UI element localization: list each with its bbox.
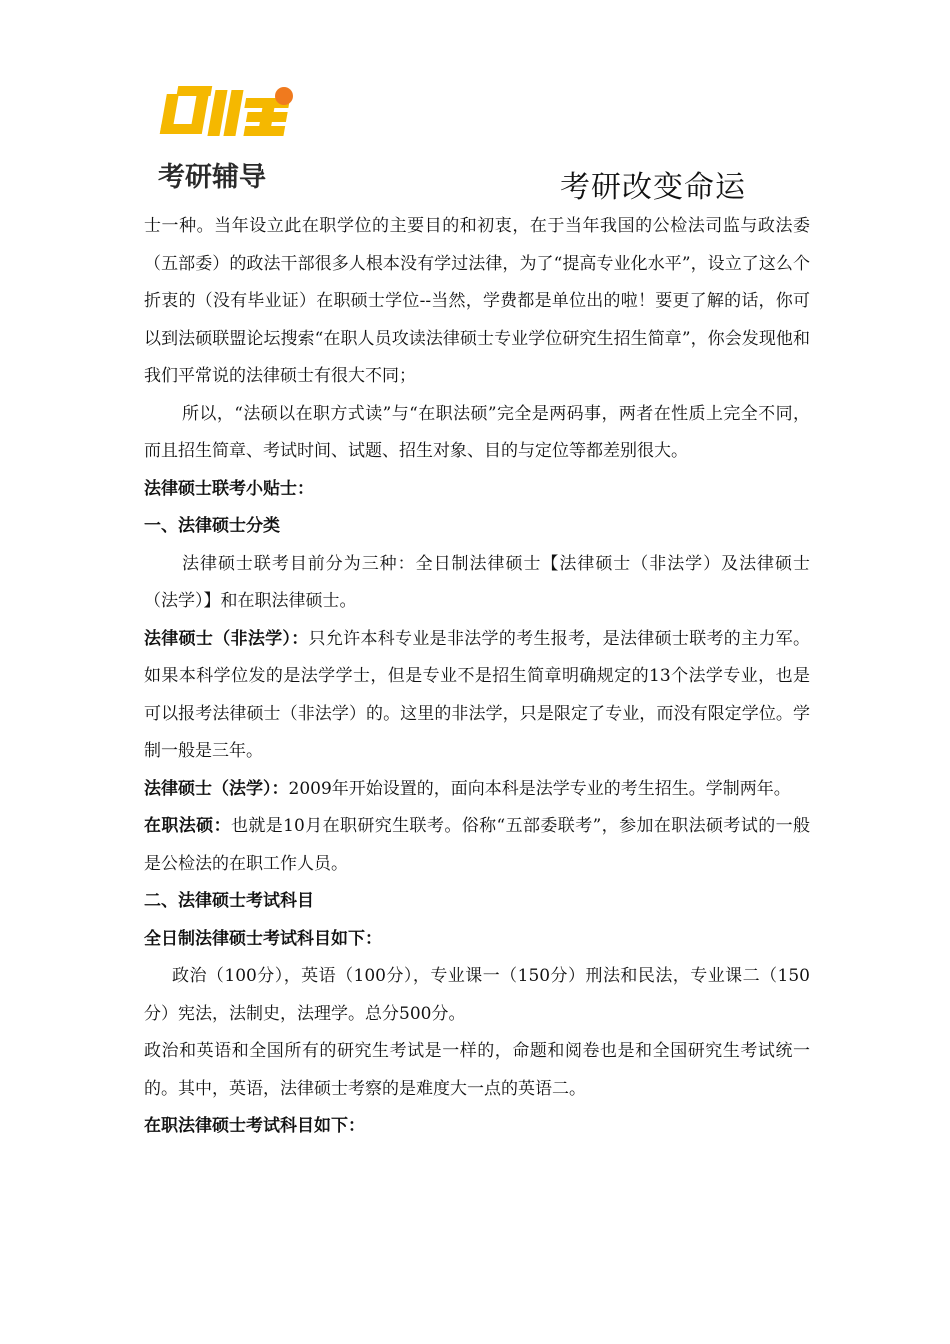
term-text: 2009年开始设置的，面向本科是法学专业的考生招生。学制两年。 [288,778,791,799]
paragraph [144,771,810,809]
paragraph: 政治和英语和全国所有的研究生考试是一样的，命题和阅卷也是和全国研究生考试统一的。其中，英语，法律硕士考察的是难度大一点的英语二。 [144,1041,810,1099]
document-body [144,208,810,1146]
section-heading: 全日制法律硕士考试科目如下： [144,928,382,949]
term-label: 法律硕士（法学）： [144,778,289,799]
term-label: 在职法硕： [144,816,231,836]
paragraph: 士一种。当年设立此在职学位的主要目的和初衷，在于当年我国的公检法司监与政法委（五部委）的政法干部很多人根本没有学过法律，为了“提高专业化水平”，设立了这么个折衷的（没有毕业证）在职硕士学位--当然，学费都是单位出的啦！要更了解的话，你可以到法硕联盟论坛搜索“在职人员攻读法律硕士专业学位研究生招生简章”，你会发现他和我们平常说的法律硕士有很大不同； [144,216,810,386]
section-heading: 二、法律硕士考试科目 [144,891,314,911]
logo [150,76,310,196]
paragraph [144,621,810,771]
term-text: 也就是10月在职研究生联考。俗称“五部委联考”，参加在职法硕考试的一般是公检法的在职工作人员。 [144,816,811,874]
term-label: 法律硕士（非法学）： [144,628,309,649]
paragraph: 所以，“法硕以在职方式读”与“在职法硕”完全是两码事，两者在性质上完全不同，而且招生简章、考试时间、试题、招生对象、目的与定位等都差别很大。 [144,403,810,461]
paragraph: 法律硕士联考目前分为三种：全日制法律硕士【法律硕士（非法学）及法律硕士（法学）】和在职法律硕士。 [144,553,810,611]
section-heading: 在职法律硕士考试科目如下： [144,1116,365,1136]
logo-mark-icon [150,76,310,196]
section-heading: 一、法律硕士分类 [144,516,280,536]
slogan: 考研改变命运 [560,170,746,205]
svg-text:考研辅导: 考研辅导 [158,162,266,193]
section-heading: 法律硕士联考小贴士： [144,478,314,499]
paragraph: 政治（100分），英语（100分），专业课一（150分）刑法和民法，专业课二（150分）宪法，法制史，法理学。总分500分。 [144,966,810,1024]
paragraph [144,808,810,883]
term-text: 只允许本科专业是非法学的考生报考，是法律硕士联考的主力军。如果本科学位发的是法学学士，但是专业不是招生简章明确规定的13个法学专业，也是可以报考法律硕士（非法学）的。这里的非法学，只是限定了专业，而没有限定学位。学制一般是三年。 [144,628,811,761]
